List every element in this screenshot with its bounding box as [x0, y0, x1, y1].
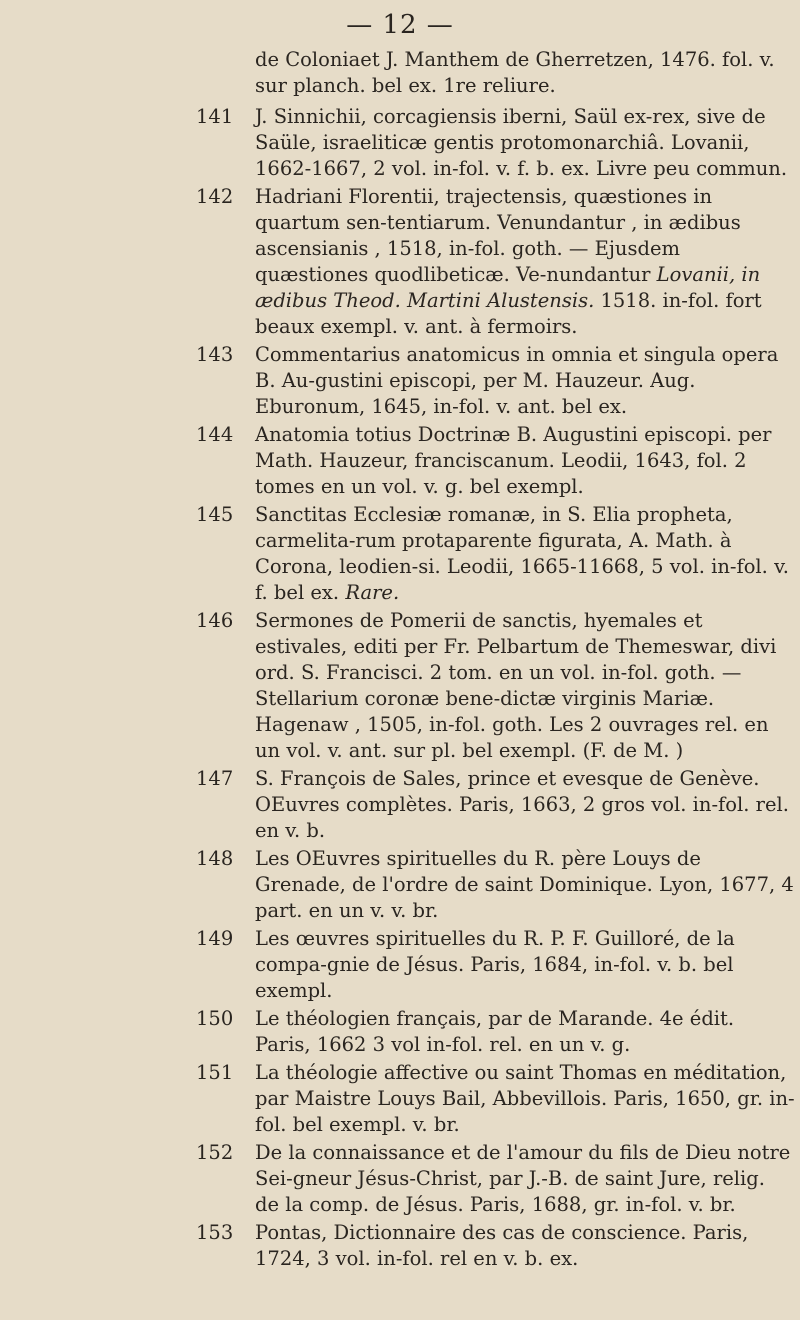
entry-text-main: Hadriani Florentii, trajectensis, quæstiones in quartum sen-tentiarum. Venundantur , in ædibus ascensianis , 1518, in-fol. goth. — Ejusdem quæstiones quodlibeticæ. Ve-nundantur	[255, 185, 741, 286]
entry-143	[0, 342, 800, 420]
entry-text: Anatomia totius Doctrinæ B. Augustini episcopi. per Math. Hauzeur, franciscanum. Leodii, 1643, fol. 2 tomes en un vol. v. g. bel exempl.	[255, 423, 772, 498]
entry-148	[0, 846, 800, 924]
entry-text-main: Sanctitas Ecclesiæ romanæ, in S. Elia propheta, carmelita-rum protaparente figurata, A. Math. à Corona, leodien-si. Leodii, 1665-11668, 5 vol. in-fol. v. f. bel ex.	[255, 503, 789, 604]
entry-text: J. Sinnichii, corcagiensis iberni, Saül ex-rex, sive de Saüle, israeliticæ gentis protomonarchiâ. Lovanii, 1662-1667, 2 vol. in-fol. v. f. b. ex. Livre peu commun.	[255, 105, 788, 180]
entry-text: De la connaissance et de l'amour du fils de Dieu notre Sei-gneur Jésus-Christ, par J.-B. de saint Jure, relig. de la comp. de Jésus. Paris, 1688, gr. in-fol. v. br.	[255, 1141, 791, 1216]
entry-text-after: 1518. in-fol. fort beaux exempl. v. ant. à fermoirs.	[255, 289, 762, 338]
entry-number: 152	[196, 1141, 234, 1164]
entry-149	[0, 926, 800, 1004]
entry-number: 147	[196, 767, 234, 790]
entry-text-italic: Lovanii, in ædibus Theod. Martini Alustensis.	[255, 263, 761, 312]
entry-text: S. François de Sales, prince et evesque de Genève. OEuvres complètes. Paris, 1663, 2 gros vol. in-fol. rel. en v. b.	[255, 767, 789, 842]
entry-number: 144	[196, 423, 234, 446]
continuation-text: de Coloniaet J. Manthem de Gherretzen, 1476. fol. v. sur planch. bel ex. 1re reliure.	[255, 48, 775, 97]
entry-145	[0, 502, 800, 606]
entry-number: 146	[196, 609, 234, 632]
entry-text: Pontas, Dictionnaire des cas de conscience. Paris, 1724, 3 vol. in-fol. rel en v. b. ex.	[255, 1221, 749, 1270]
entry-142	[0, 184, 800, 340]
entry-146	[0, 608, 800, 764]
entry-151	[0, 1060, 800, 1138]
page-number: — 12 —	[346, 10, 454, 40]
entry-number: 142	[196, 185, 234, 208]
entry-number: 151	[196, 1061, 234, 1084]
entry-number: 148	[196, 847, 234, 870]
entry-text	[255, 184, 795, 340]
entry-text: Sermones de Pomerii de sanctis, hyemales et estivales, editi per Fr. Pelbartum de Themeswar, divi ord. S. Francisci. 2 tom. en un vol. in-fol. goth. — Stellarium coronæ bene-dictæ virginis Mariæ. Hagenaw , 1505, in-fol. goth. Les 2 ouvrages rel. en un vol. v. ant. sur pl. bel exempl. (F. de M. )	[255, 609, 777, 762]
entry-144	[0, 422, 800, 500]
entry-141	[0, 104, 800, 182]
entry-number: 145	[196, 503, 234, 526]
entry-153	[0, 1220, 800, 1272]
entry-text: Les OEuvres spirituelles du R. père Louys de Grenade, de l'ordre de saint Dominique. Lyon, 1677, 4 part. en un v. v. br.	[255, 847, 794, 922]
entry-number: 150	[196, 1007, 234, 1030]
entry-150	[0, 1006, 800, 1058]
entry-text: Commentarius anatomicus in omnia et singula opera B. Au-gustini episcopi, per M. Hauzeur. Aug. Eburonum, 1645, in-fol. v. ant. bel ex.	[255, 343, 779, 418]
entry-text: La théologie affective ou saint Thomas en méditation, par Maistre Louys Bail, Abbevillois. Paris, 1650, gr. in-fol. bel exempl. v. br.	[255, 1061, 795, 1136]
entry-number: 149	[196, 927, 234, 950]
entry-147	[0, 766, 800, 844]
entry-text: Les œuvres spirituelles du R. P. F. Guilloré, de la compa-gnie de Jésus. Paris, 1684, in-fol. v. b. bel exempl.	[255, 927, 735, 1002]
entry-text-italic: Rare.	[345, 581, 400, 604]
entry-number: 143	[196, 343, 234, 366]
entry-number: 153	[196, 1221, 234, 1244]
entry-text	[255, 502, 795, 606]
entry-number: 141	[196, 105, 234, 128]
entry-text: Le théologien français, par de Marande. 4e édit. Paris, 1662 3 vol in-fol. rel. en un v. g.	[255, 1007, 735, 1056]
entry-152	[0, 1140, 800, 1218]
